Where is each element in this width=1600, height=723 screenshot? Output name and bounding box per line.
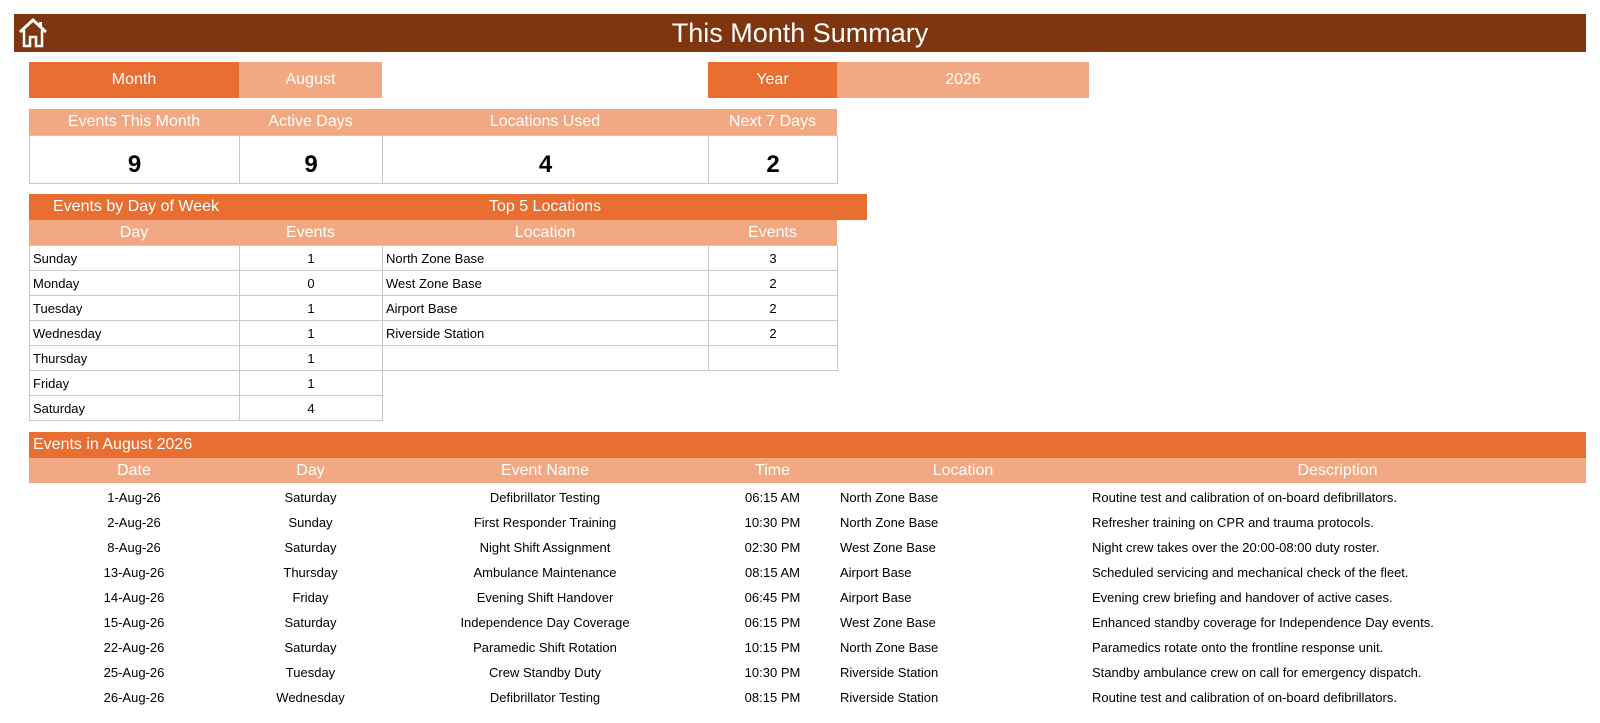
by-day-cell-day: Saturday <box>29 395 240 421</box>
events-col-day: Day <box>296 461 325 479</box>
event-time: 06:45 PM <box>744 590 801 605</box>
event-date: 1-Aug-26 <box>107 490 161 505</box>
top-location-cell-events: 2 <box>708 270 838 296</box>
top-locations-title: Top 5 Locations <box>488 198 602 215</box>
event-name: Independence Day Coverage <box>460 615 630 630</box>
top-location-cell-events: 3 <box>708 245 838 271</box>
by-day-col-day: Day <box>29 220 239 245</box>
top-location-cell-name: North Zone Base <box>382 245 709 271</box>
event-location: West Zone Base <box>840 540 936 555</box>
top-location-cell-name: Riverside Station <box>382 320 709 346</box>
event-location: Airport Base <box>840 590 912 605</box>
kpi-value-events-this-month: 9 <box>29 135 240 184</box>
event-description: Night crew takes over the 20:00-08:00 duty roster. <box>1092 540 1380 555</box>
by-day-cell-events: 1 <box>239 295 383 321</box>
top-location-cell-name <box>382 345 709 371</box>
by-day-cell-day: Monday <box>29 270 240 296</box>
event-date: 25-Aug-26 <box>103 665 165 680</box>
kpi-label-next-7-days: Next 7 Days <box>708 109 837 135</box>
kpi-label-locations-used: Locations Used <box>382 109 708 135</box>
by-day-cell-day: Thursday <box>29 345 240 371</box>
event-day: Sunday <box>288 515 333 530</box>
kpi-label-events-this-month: Events This Month <box>29 109 239 135</box>
event-description: Scheduled servicing and mechanical check of the fleet. <box>1092 565 1409 580</box>
event-time: 08:15 AM <box>745 565 800 580</box>
event-day: Saturday <box>284 615 337 630</box>
events-col-location: Location <box>932 461 994 479</box>
year-selector[interactable]: 2026 <box>837 62 1089 98</box>
event-location: North Zone Base <box>840 490 939 505</box>
event-time: 10:30 PM <box>744 665 801 680</box>
event-location: Airport Base <box>840 565 912 580</box>
event-location: Riverside Station <box>840 665 939 680</box>
event-date: 2-Aug-26 <box>107 515 161 530</box>
event-name: First Responder Training <box>473 515 617 530</box>
kpi-value-active-days: 9 <box>239 135 383 184</box>
by-day-cell-day: Friday <box>29 370 240 396</box>
event-time: 06:15 AM <box>745 490 800 505</box>
event-location: North Zone Base <box>840 515 939 530</box>
by-day-cell-day: Sunday <box>29 245 240 271</box>
event-location: West Zone Base <box>840 615 936 630</box>
event-day: Tuesday <box>285 665 336 680</box>
event-date: 22-Aug-26 <box>103 640 165 655</box>
event-date: 15-Aug-26 <box>103 615 165 630</box>
event-name: Defibrillator Testing <box>489 690 601 705</box>
event-description: Enhanced standby coverage for Independence Day events. <box>1092 615 1434 630</box>
by-day-title: Events by Day of Week <box>53 198 219 215</box>
year-label: Year <box>708 62 837 98</box>
event-date: 14-Aug-26 <box>103 590 165 605</box>
top-location-cell-events: 2 <box>708 320 838 346</box>
by-day-cell-events: 4 <box>239 395 383 421</box>
event-description: Paramedics rotate onto the frontline response unit. <box>1092 640 1384 655</box>
event-description: Evening crew briefing and handover of active cases. <box>1092 590 1393 605</box>
events-col-description: Description <box>1297 461 1378 479</box>
events-col-date: Date <box>117 461 151 479</box>
kpi-value-next-7-days: 2 <box>708 135 838 184</box>
event-name: Crew Standby Duty <box>489 665 601 680</box>
month-label: Month <box>29 62 239 98</box>
by-day-cell-events: 0 <box>239 270 383 296</box>
events-list-title: Events in August 2026 <box>29 432 1586 458</box>
event-description: Standby ambulance crew on call for emergency dispatch. <box>1092 665 1422 680</box>
event-name: Paramedic Shift Rotation <box>473 640 617 655</box>
event-location: North Zone Base <box>840 640 939 655</box>
events-col-time: Time <box>755 461 790 479</box>
event-name: Ambulance Maintenance <box>473 565 617 580</box>
page-title: This Month Summary <box>671 18 929 48</box>
top-location-cell-events <box>708 345 838 371</box>
event-description: Routine test and calibration of on-board defibrillators. <box>1092 490 1397 505</box>
kpi-value-locations-used: 4 <box>382 135 709 184</box>
event-date: 8-Aug-26 <box>107 540 161 555</box>
by-day-cell-events: 1 <box>239 345 383 371</box>
event-day: Thursday <box>283 565 338 580</box>
by-day-cell-day: Tuesday <box>29 295 240 321</box>
event-name: Defibrillator Testing <box>489 490 601 505</box>
event-day: Wednesday <box>276 690 345 705</box>
event-description: Routine test and calibration of on-board defibrillators. <box>1092 690 1397 705</box>
event-date: 26-Aug-26 <box>103 690 165 705</box>
top-locations-col-events: Events <box>708 220 837 245</box>
month-selector[interactable]: August <box>239 62 382 98</box>
event-date: 13-Aug-26 <box>103 565 165 580</box>
event-time: 06:15 PM <box>744 615 801 630</box>
kpi-label-active-days: Active Days <box>239 109 382 135</box>
title-banner <box>14 14 1586 52</box>
event-day: Saturday <box>284 640 337 655</box>
event-name: Night Shift Assignment <box>479 540 611 555</box>
event-name: Evening Shift Handover <box>476 590 614 605</box>
top-location-cell-name: West Zone Base <box>382 270 709 296</box>
event-day: Friday <box>292 590 329 605</box>
by-day-col-events: Events <box>239 220 382 245</box>
by-day-cell-events: 1 <box>239 370 383 396</box>
by-day-cell-day: Wednesday <box>29 320 240 346</box>
top-location-cell-name: Airport Base <box>382 295 709 321</box>
event-day: Saturday <box>284 490 337 505</box>
by-day-cell-events: 1 <box>239 320 383 346</box>
event-location: Riverside Station <box>840 690 939 705</box>
event-time: 08:15 PM <box>744 690 801 705</box>
event-day: Saturday <box>284 540 337 555</box>
events-col-name: Event Name <box>500 461 590 479</box>
event-time: 10:30 PM <box>744 515 801 530</box>
top-locations-col-location: Location <box>382 220 708 245</box>
top-location-cell-events: 2 <box>708 295 838 321</box>
by-day-cell-events: 1 <box>239 245 383 271</box>
event-time: 02:30 PM <box>744 540 801 555</box>
event-time: 10:15 PM <box>744 640 801 655</box>
event-description: Refresher training on CPR and trauma protocols. <box>1092 515 1374 530</box>
